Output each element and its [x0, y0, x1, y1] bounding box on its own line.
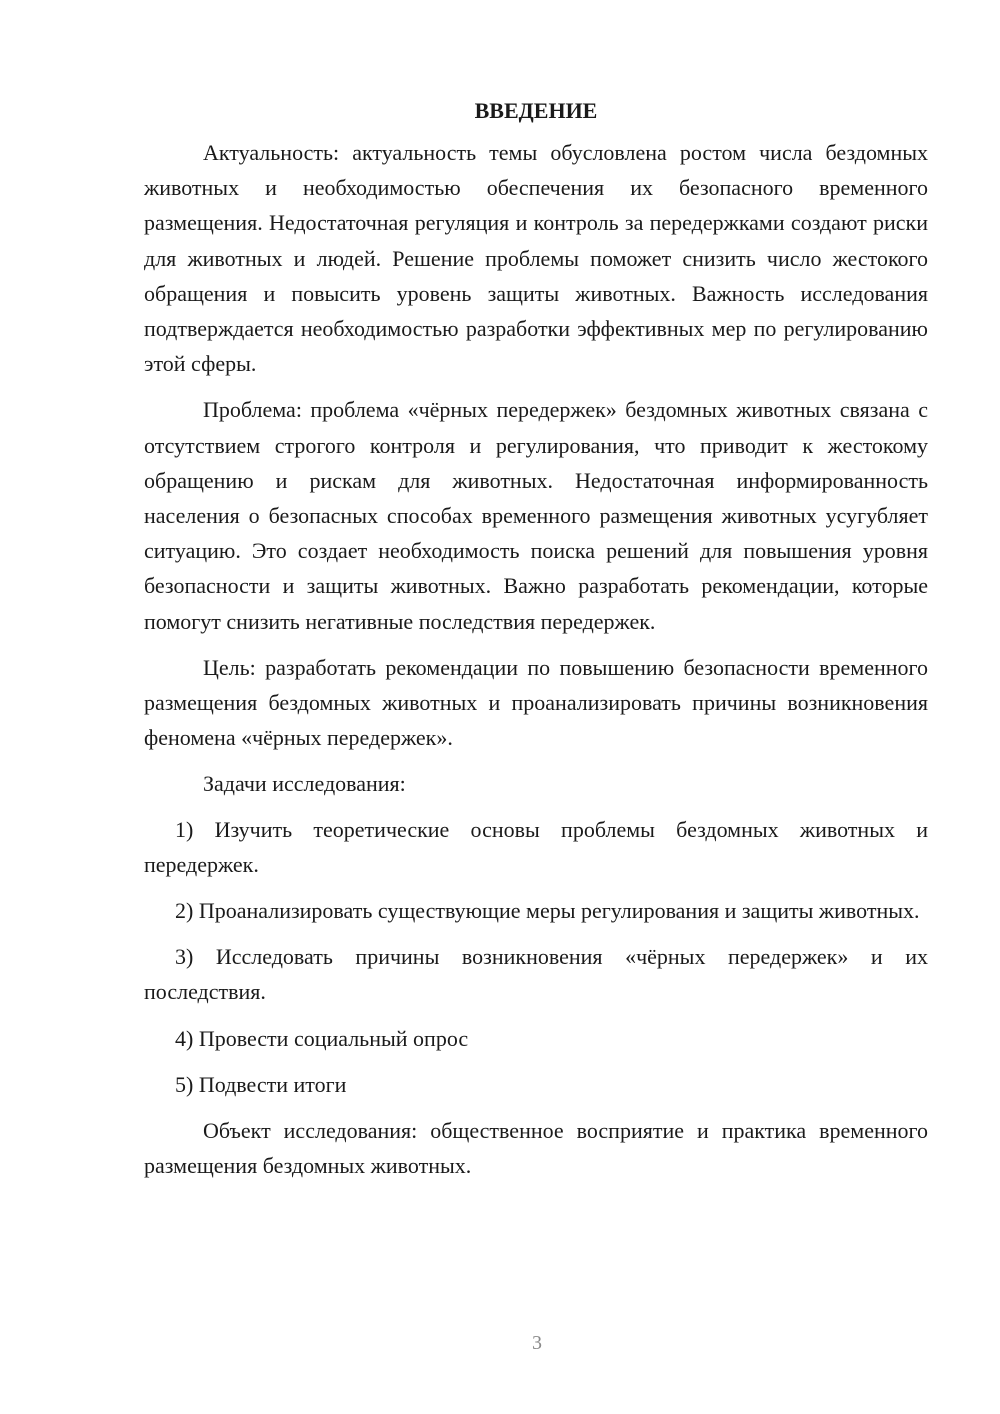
page-content — [144, 93, 928, 1194]
task-item: 3) Исследовать причины возникновения «чёрных передержек» и их последствия. — [144, 944, 928, 1005]
goal-paragraph: Цель: разработать рекомендации по повышению безопасности временного размещения бездомных животных и проанализировать причины возникновения феномена «чёрных передержек». — [144, 654, 928, 751]
section-heading: ВВЕДЕНИЕ — [474, 98, 598, 123]
relevance-paragraph: Актуальность: актуальность темы обусловлена ростом числа бездомных животных и необходимостью обеспечения их безопасного временного размещения. Недостаточная регуляция и контроль за передержками создают риски для животных и людей. Решение проблемы поможет снизить число жестокого обращения и повысить уровень защиты животных. Важность исследования подтверждается необходимостью разработки эффективных мер по регулированию этой сферы. — [144, 140, 928, 377]
object-paragraph: Объект исследования: общественное восприятие и практика временного размещения бездомных животных. — [144, 1118, 928, 1179]
tasks-heading: Задачи исследования: — [203, 771, 406, 797]
problem-paragraph: Проблема: проблема «чёрных передержек» бездомных животных связана с отсутствием строгого контроля и регулирования, что приводит к жестокому обращению и рискам для животных. Недостаточная информированность населения о безопасных способах временного размещения животных усугубляет ситуацию. Это создает необходимость поиска решений для повышения уровня безопасности и защиты животных. Важно разработать рекомендации, которые помогут снизить негативные последствия передержек. — [144, 397, 928, 634]
task-item: 4) Провести социальный опрос — [175, 1025, 469, 1051]
page-number: 3 — [532, 1332, 542, 1354]
task-item: 2) Проанализировать существующие меры регулирования и защиты животных. — [175, 898, 920, 924]
task-item: 5) Подвести итоги — [175, 1071, 347, 1097]
task-item: 1) Изучить теоретические основы проблемы бездомных животных и передержек. — [144, 816, 928, 877]
